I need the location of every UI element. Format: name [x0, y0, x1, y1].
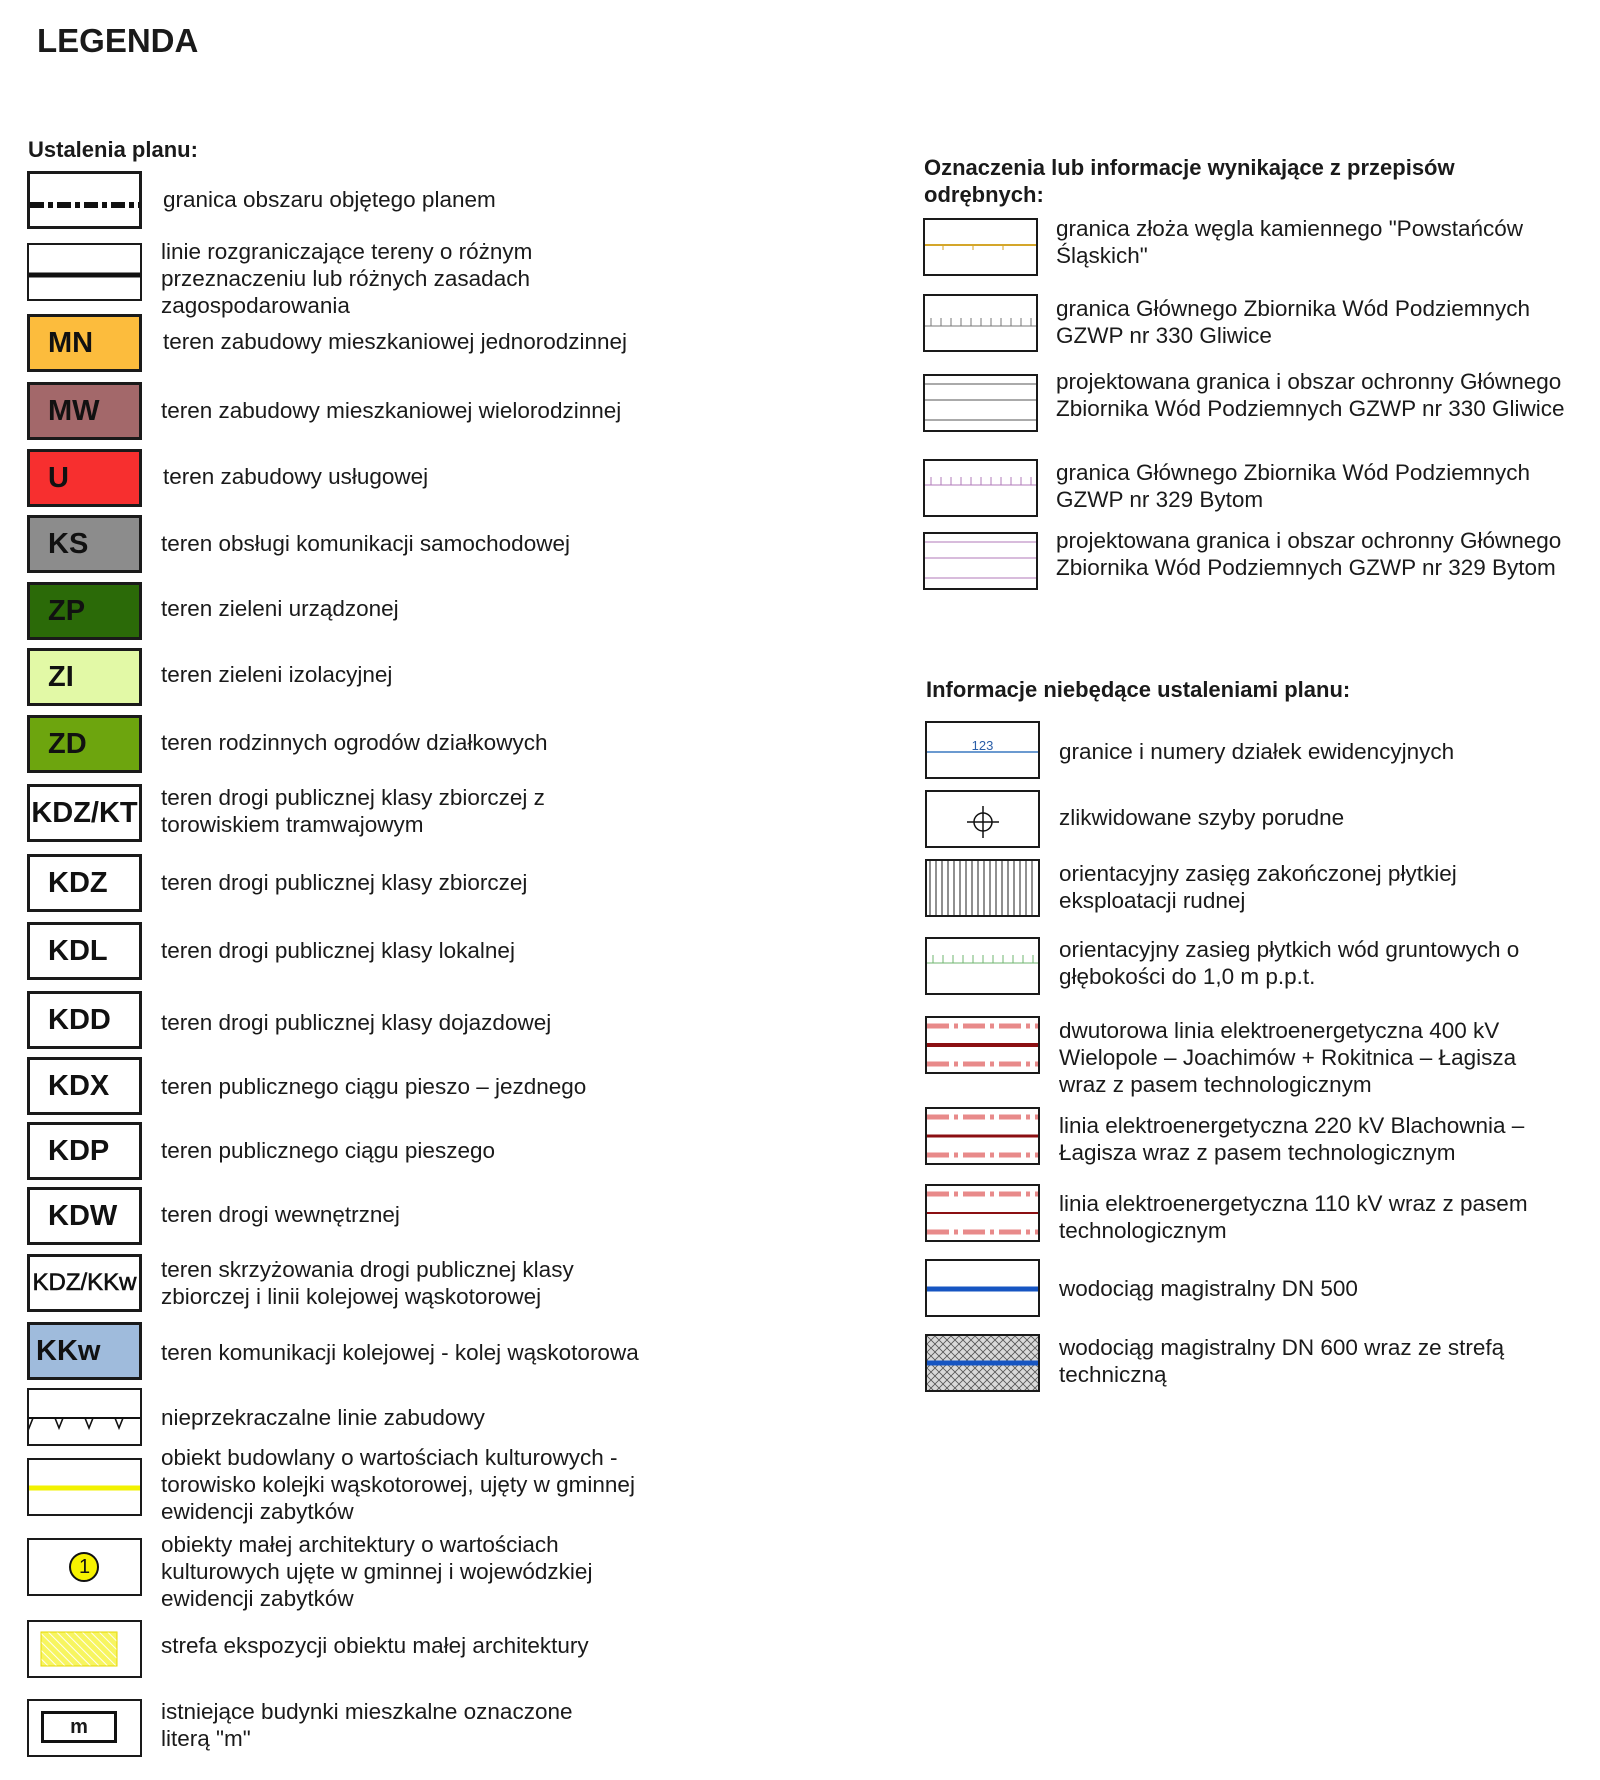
legend-label: istniejące budynki mieszkalne oznaczone literą "m" — [161, 1699, 573, 1751]
legend-symbol-mw: MW — [27, 382, 142, 440]
legend-label: wodociąg magistralny DN 500 — [1059, 1276, 1358, 1301]
legend-symbol-coal-deposit — [923, 218, 1038, 276]
legend-label: teren rodzinnych ogrodów działkowych — [161, 730, 548, 755]
legend-symbol-kdx: KDX — [27, 1057, 142, 1115]
legend-label: granica złoża węgla kamiennego "Powstańców Śląskich" — [1056, 216, 1523, 268]
legend-label: linia elektroenergetyczna 110 kV wraz z pasem technologicznym — [1059, 1191, 1528, 1243]
legend-label: granice i numery działek ewidencyjnych — [1059, 739, 1455, 764]
legend-label: teren komunikacji kolejowej - kolej wąskotorowa — [161, 1340, 639, 1365]
legend-label: teren publicznego ciągu pieszego — [161, 1138, 495, 1163]
legend-symbol-power-400kv — [925, 1016, 1040, 1074]
legend-symbol-residential-m — [27, 1699, 142, 1757]
legend-label: teren drogi publicznej klasy zbiorczej — [161, 870, 528, 895]
legend-symbol-kdz: KDZ — [27, 854, 142, 912]
legend-label: orientacyjny zasięg zakończonej płytkiej eksploatacji rudnej — [1059, 861, 1457, 913]
legend-label: nieprzekraczalne linie zabudowy — [161, 1405, 485, 1430]
legend-label: orientacyjny zasieg płytkich wód gruntowych o głębokości do 1,0 m p.p.t. — [1059, 937, 1520, 989]
legend-symbol-power-110kv — [925, 1184, 1040, 1242]
legend-symbol-small-architecture — [27, 1538, 142, 1596]
legend-symbol-building-line — [27, 1388, 142, 1446]
legend-symbol-mn: MN — [27, 314, 142, 372]
legend-label: teren drogi publicznej klasy lokalnej — [161, 938, 515, 963]
legend-label: granica obszaru objętego planem — [163, 187, 496, 212]
legend-symbol-kkw: KKw — [27, 1322, 142, 1380]
legend-symbol-kdw: KDW — [27, 1187, 142, 1245]
legend-symbol-ks: KS — [27, 515, 142, 573]
legend-label: teren zieleni urządzonej — [161, 596, 399, 621]
legend-symbol-power-220kv — [925, 1107, 1040, 1165]
circle-number: 1 — [78, 1555, 91, 1578]
legend-label: teren drogi publicznej klasy zbiorczej z torowiskiem tramwajowym — [161, 785, 545, 837]
legend-label: projektowana granica i obszar ochronny Głównego Zbiornika Wód Podziemnych GZWP nr 329 Bytom — [1056, 528, 1562, 580]
legend-symbol-dividing-line — [27, 243, 142, 301]
legend-symbol-shaft — [925, 790, 1040, 848]
section-heading-regulations: Oznaczenia lub informacje wynikające z przepisów odrębnych: — [924, 155, 1455, 207]
legend-symbol-kdz-kt: KDZ/KT — [27, 784, 142, 842]
legend-label: dwutorowa linia elektroenergetyczna 400 kV Wielopole – Joachimów + Rokitnica – Łagisza wraz z pasem technologicznym — [1059, 1018, 1517, 1097]
legend-label: zlikwidowane szyby porudne — [1059, 805, 1345, 830]
legend-label: teren drogi publicznej klasy dojazdowej — [161, 1010, 552, 1035]
legend-symbol-kdz-kkw: KDZ/KKw — [27, 1254, 142, 1312]
legend-label: obiekt budowlany o wartościach kulturowych - torowisko kolejki wąskotorowej, ujęty w gminnej ewidencji zabytków — [161, 1445, 635, 1524]
legend-symbol-kdp: KDP — [27, 1122, 142, 1180]
legend-label: linie rozgraniczające tereny o różnym przeznaczeniu lub różnych zasadach zagospodarowania — [161, 239, 533, 318]
legend-symbol-zi: ZI — [27, 648, 142, 706]
legend-label: teren zabudowy mieszkaniowej wielorodzinnej — [161, 398, 622, 423]
legend-symbol-u: U — [27, 449, 142, 507]
legend-symbol-water-main-500 — [925, 1259, 1040, 1317]
section-heading-non-plan-info: Informacje niebędące ustaleniami planu: — [926, 677, 1351, 702]
legend-label: teren obsługi komunikacji samochodowej — [161, 531, 570, 556]
legend-symbol-gzwp-330-protection — [923, 374, 1038, 432]
legend-symbol-kdd: KDD — [27, 991, 142, 1049]
m-letter-box: m — [41, 1711, 117, 1743]
legend-symbol-water-main-600 — [925, 1334, 1040, 1392]
parcel-number: 123 — [971, 738, 994, 753]
legend-label: strefa ekspozycji obiektu małej architektury — [161, 1633, 589, 1658]
legend-symbol-gzwp-329 — [923, 459, 1038, 517]
legend-symbol-heritage-track — [27, 1458, 142, 1516]
legend-label: granica Głównego Zbiornika Wód Podziemnych GZWP nr 329 Bytom — [1056, 460, 1530, 512]
legend-symbol-kdl: KDL — [27, 922, 142, 980]
legend-label: projektowana granica i obszar ochronny Głównego Zbiornika Wód Podziemnych GZWP nr 330 Gliwice — [1056, 369, 1565, 421]
legend-label: linia elektroenergetyczna 220 kV Blachownia – Łagisza wraz z pasem technologicznym — [1059, 1113, 1525, 1165]
legend-title: LEGENDA — [37, 22, 199, 59]
legend-label: granica Głównego Zbiornika Wód Podziemnych GZWP nr 330 Gliwice — [1056, 296, 1530, 348]
legend-symbol-gzwp-329-protection — [923, 532, 1038, 590]
legend-label: teren drogi wewnętrznej — [161, 1202, 400, 1227]
legend-label: teren skrzyżowania drogi publicznej klasy zbiorczej i linii kolejowej wąskotorowej — [161, 1257, 574, 1309]
legend-label: teren zabudowy usługowej — [163, 464, 429, 489]
legend-symbol-groundwater — [925, 937, 1040, 995]
legend-label: wodociąg magistralny DN 600 wraz ze strefą techniczną — [1059, 1335, 1505, 1387]
legend-symbol-plan-boundary — [27, 171, 142, 229]
legend-label: teren zabudowy mieszkaniowej jednorodzinnej — [163, 329, 628, 354]
legend-label: teren zieleni izolacyjnej — [161, 662, 393, 687]
legend-symbol-exposure-zone — [27, 1620, 142, 1678]
legend-label: teren publicznego ciągu pieszo – jezdnego — [161, 1074, 587, 1099]
legend-symbol-zd: ZD — [27, 715, 142, 773]
legend-label: obiekty małej architektury o wartościach kulturowych ujęte w gminnej i wojewódzkiej ewidencji zabytków — [161, 1532, 593, 1611]
section-heading-plan: Ustalenia planu: — [28, 137, 198, 162]
legend-symbol-zp: ZP — [27, 582, 142, 640]
legend-symbol-parcel-boundary — [925, 721, 1040, 779]
legend-symbol-gzwp-330 — [923, 294, 1038, 352]
legend-symbol-ore-exploitation — [925, 859, 1040, 917]
